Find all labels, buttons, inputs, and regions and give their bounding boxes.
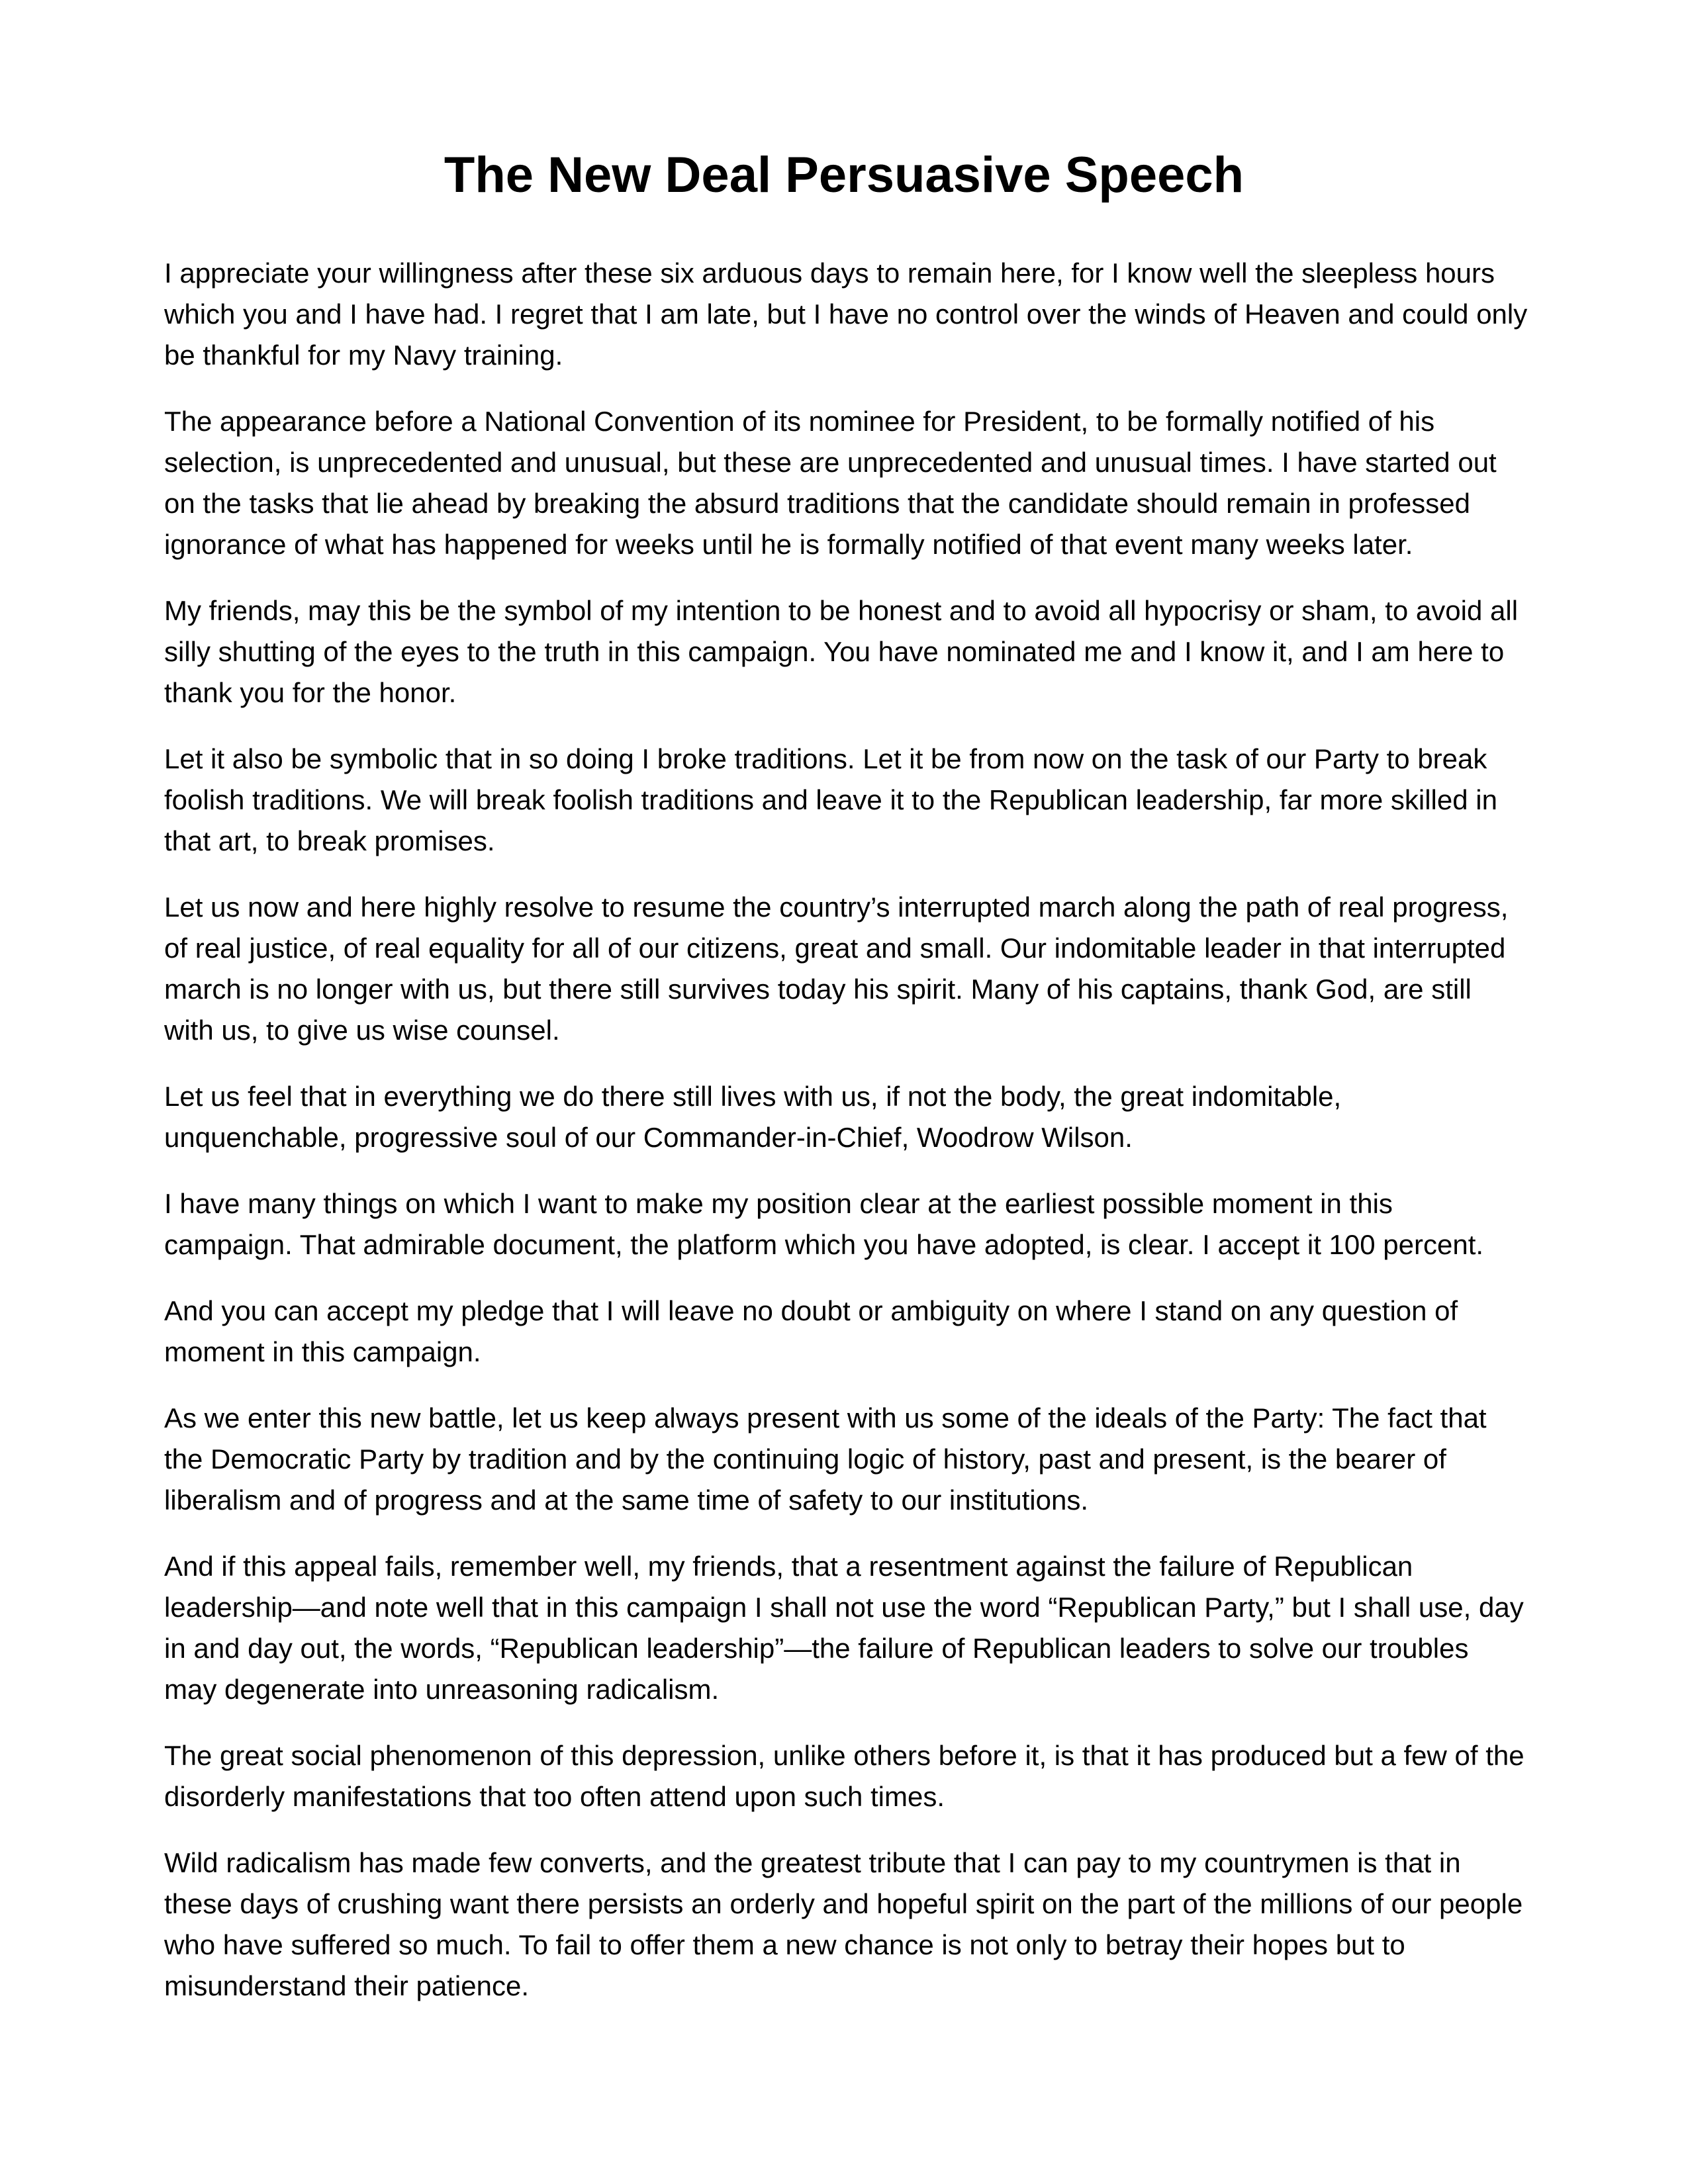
paragraph: And if this appeal fails, remember well, my friends, that a resentment against the failure of Republican leadership—and note well that in this campaign I shall not use the word “Republican Party,” but I shall use, day in and day out, the words, “Republican leadership”—the failure of Republican leaders to solve our troubles may degenerate into unreasoning radicalism. bbox=[164, 1551, 1524, 1705]
paragraph: Let us feel that in everything we do there still lives with us, if not the body, the great indomitable, unquenchable, progressive soul of our Commander-in-Chief, Woodrow Wilson. bbox=[164, 1081, 1342, 1153]
page-title: The New Deal Persuasive Speech bbox=[444, 147, 1244, 203]
paragraph: I appreciate your willingness after these six arduous days to remain here, for I know well the sleepless hours which you and I have had. I regret that I am late, but I have no control over the winds of Heaven and could only be thankful for my Navy training. bbox=[164, 257, 1528, 371]
paragraph: I have many things on which I want to make my position clear at the earliest possible moment in this campaign. That admirable document, the platform which you have adopted, is clear. I accept it 100 percent. bbox=[164, 1188, 1484, 1260]
paragraph: Wild radicalism has made few converts, and the greatest tribute that I can pay to my countrymen is that in these days of crushing want there persists an orderly and hopeful spirit on the part of the millions of our people who have suffered so much. To fail to offer them a new chance is not only to betray their hopes but to misunderstand their patience. bbox=[164, 1847, 1523, 2001]
speech-body bbox=[164, 253, 1528, 2032]
paragraph: Let it also be symbolic that in so doing I broke traditions. Let it be from now on the task of our Party to break foolish traditions. We will break foolish traditions and leave it to the Republican leadership, far more skilled in that art, to break promises. bbox=[164, 743, 1497, 856]
paragraph: And you can accept my pledge that I will leave no doubt or ambiguity on where I stand on any question of moment in this campaign. bbox=[164, 1295, 1458, 1367]
paragraph: The great social phenomenon of this depression, unlike others before it, is that it has produced but a few of the disorderly manifestations that too often attend upon such times. bbox=[164, 1740, 1524, 1812]
paragraph: The appearance before a National Convention of its nominee for President, to be formally notified of his selection, is unprecedented and unusual, but these are unprecedented and unusual times. I have started out on the tasks that lie ahead by breaking the absurd traditions that the candidate should remain in professed ignorance of what has happened for weeks until he is formally notified of that event many weeks later. bbox=[164, 406, 1497, 560]
paragraph: My friends, may this be the symbol of my intention to be honest and to avoid all hypocrisy or sham, to avoid all silly shutting of the eyes to the truth in this campaign. You have nominated me and I know it, and I am here to thank you for the honor. bbox=[164, 595, 1519, 708]
paragraph: As we enter this new battle, let us keep always present with us some of the ideals of the Party: The fact that the Democratic Party by tradition and by the continuing logic of history, past and present, is the bearer of liberalism and of progress and at the same time of safety to our institutions. bbox=[164, 1402, 1487, 1516]
paragraph: Let us now and here highly resolve to resume the country’s interrupted march along the path of real progress, of real justice, of real equality for all of our citizens, great and small. Our indomitable leader in that interrupted march is no longer with us, but there still survives today his spirit. Many of his captains, thank God, are still with us, to give us wise counsel. bbox=[164, 891, 1509, 1046]
